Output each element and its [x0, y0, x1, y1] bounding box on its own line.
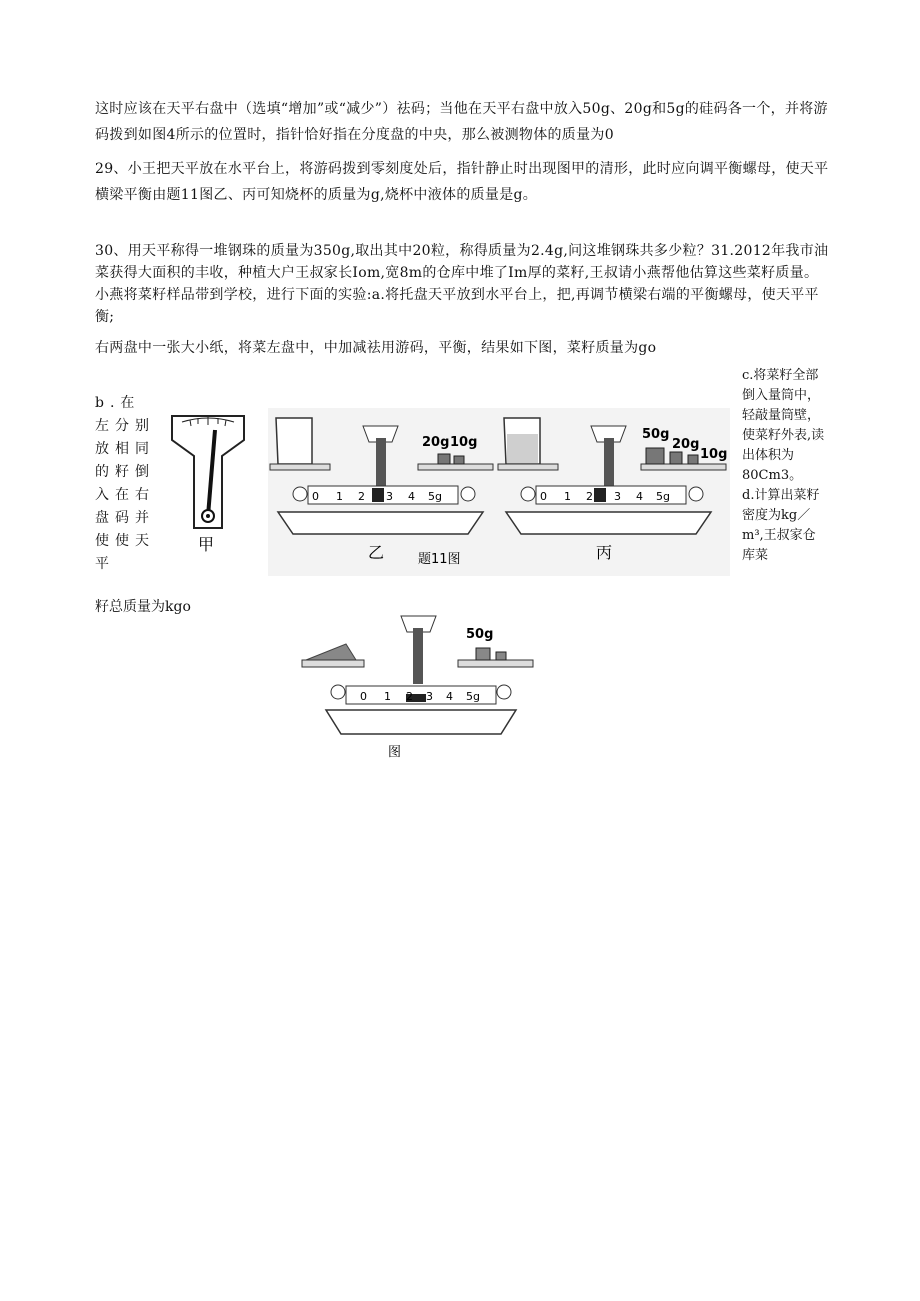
- svg-text:2: 2: [586, 490, 593, 503]
- step-c-d-text: c.将菜籽全部倒入量筒中，轻敲量筒壁，使菜籽外表,读出体积为80Cm3。 d.计算出菜籽密度为kg／m³,王叔家仓库菜: [742, 368, 825, 563]
- figure11-caption: 题11图: [418, 552, 461, 567]
- balance-bing: [496, 408, 730, 576]
- paragraph-30-31: 30、用天平称得一堆钢珠的质量为350g,取出其中20粒，称得质量为2.4g,问这堆钢珠共多少粒？31.2012年我市油菜获得大面积的丰收，种植大户王叔家长Iom,宽8m的仓库中堆了Im厚的菜籽,王叔请小燕帮他估算这些菜籽质量。小燕将菜籽样品带到学校，进行下面的实验:a.将托盘天平放到水平台上，把,再调节横梁右端的平衡螺母，使天平平衡;: [95, 243, 829, 325]
- bing-weight-20g: 20g: [672, 437, 700, 452]
- label-jia: 甲: [198, 535, 215, 554]
- yi-weight-10g: 10g: [450, 435, 478, 450]
- svg-text:3: 3: [426, 690, 433, 703]
- svg-text:2: 2: [358, 490, 365, 503]
- yi-weight-20g: 20g: [422, 435, 450, 450]
- bottom-weight-50g: 50g: [466, 627, 494, 642]
- svg-text:5g: 5g: [656, 490, 670, 503]
- svg-text:3: 3: [614, 490, 621, 503]
- label-bing: 丙: [596, 543, 613, 562]
- bing-weight-50g: 50g: [642, 427, 670, 442]
- svg-text:5g: 5g: [428, 490, 442, 503]
- figure-11: [160, 398, 730, 578]
- svg-text:1: 1: [384, 690, 391, 703]
- svg-text:0: 0: [540, 490, 547, 503]
- svg-text:0: 0: [312, 490, 319, 503]
- svg-text:4: 4: [408, 490, 415, 503]
- figure-bottom-balance: [296, 610, 546, 770]
- bing-weight-10g: 10g: [700, 447, 728, 462]
- svg-text:5g: 5g: [466, 690, 480, 703]
- total-mass-text: 籽总质量为kgo: [95, 599, 191, 615]
- paragraph-28-cont: 这时应该在天平右盘中（选填“增加”或“减少”）祛码；当他在天平右盘中放入50g、20g和5g的硅码各一个，并将游码拨到如图4所示的位置时，指针恰好指在分度盘的中央，那么被测物体的质量为0: [95, 101, 828, 143]
- balance-yi: [268, 408, 506, 576]
- label-yi: 乙: [368, 543, 385, 562]
- bottom-figure-caption: 图: [388, 745, 402, 760]
- svg-text:2: 2: [406, 690, 413, 703]
- paragraph-29: 29、小王把天平放在水平台上，将游码拨到零刻度处后，指针静止时出现图甲的清形，此时应向调平衡螺母，使天平横梁平衡由题11图乙、丙可知烧杯的质量为g,烧杯中液体的质量是g。: [95, 161, 829, 203]
- svg-text:1: 1: [336, 490, 343, 503]
- step-b-text: b.在左分别放相同的籽倒入在右盘码并使使天平: [95, 395, 155, 572]
- svg-text:4: 4: [636, 490, 643, 503]
- svg-text:4: 4: [446, 690, 453, 703]
- paragraph-31-step-b: 右两盘中一张大小纸，将菜左盘中，中加减祛用游码，平衡，结果如下图，菜籽质量为go: [95, 340, 657, 356]
- svg-text:0: 0: [360, 690, 367, 703]
- svg-text:3: 3: [386, 490, 393, 503]
- svg-text:1: 1: [564, 490, 571, 503]
